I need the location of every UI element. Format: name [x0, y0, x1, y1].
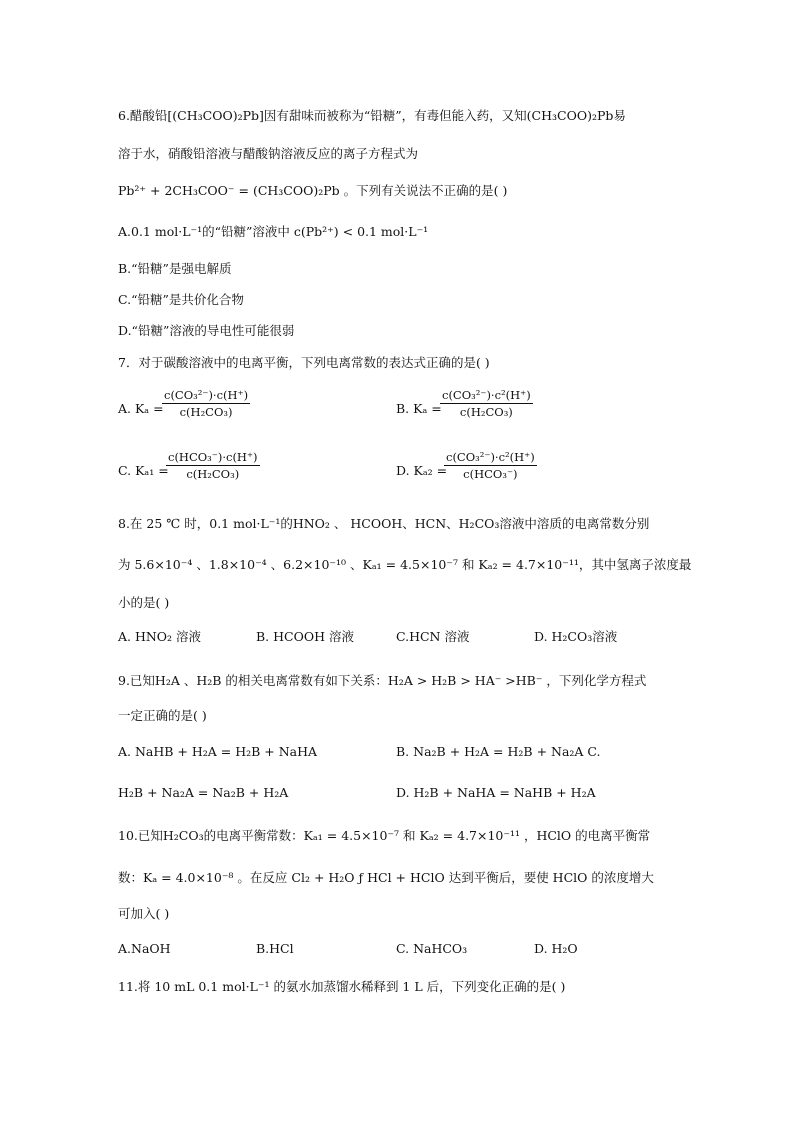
q7-option-d-numerator: c(CO₃²⁻)·c²(H⁺)	[446, 450, 535, 464]
q6-option-c: C.“铅糖”是共价化合物	[118, 292, 244, 307]
q9-stem-line2: 一定正确的是( )	[118, 708, 207, 723]
q7-option-a-lhs: A. Kₐ =	[118, 401, 164, 416]
q8-stem-line2: 为 5.6×10⁻⁴ 、1.8×10⁻⁴ 、6.2×10⁻¹⁰ 、Kₐ₁ = 4.5×10⁻⁷ 和 Kₐ₂ = 4.7×10⁻¹¹，其中氢离子浓度最	[118, 557, 692, 572]
q7-option-b-lhs: B. Kₐ =	[396, 401, 442, 416]
fraction-bar	[166, 465, 260, 466]
q10-option-b: B.HCl	[256, 941, 294, 956]
q7-option-d-lhs: D. Kₐ₂ =	[396, 463, 448, 478]
q7-option-a-fraction	[162, 388, 250, 419]
q7-option-c-fraction	[166, 450, 260, 481]
fraction-bar	[162, 403, 250, 404]
q9-option-c: H₂B + Na₂A = Na₂B + H₂A	[118, 785, 289, 800]
q8-option-d: D. H₂CO₃溶液	[534, 629, 618, 644]
q7-stem: 7．对于碳酸溶液中的电离平衡，下列电离常数的表达式正确的是( )	[118, 355, 490, 370]
fraction-bar	[440, 403, 533, 404]
q7-option-d-denominator: c(HCO₃⁻)	[463, 467, 518, 481]
q7-option-d-fraction	[444, 450, 537, 481]
q10-option-c: C. NaHCO₃	[396, 941, 468, 956]
q6-equation-line: Pb²⁺ + 2CH₃COO⁻ = (CH₃COO)₂Pb 。下列有关说法不正确的是( )	[118, 183, 508, 198]
q7-option-b-denominator: c(H₂CO₃)	[459, 405, 513, 419]
q6-option-b: B.“铅糖”是强电解质	[118, 261, 232, 276]
q10-stem-line2: 数：Kₐ = 4.0×10⁻⁸ 。在反应 Cl₂ + H₂O ƒ HCl + HClO 达到平衡后，要使 HClO 的浓度增大	[118, 870, 654, 885]
q10-option-a: A.NaOH	[118, 941, 171, 956]
q9-stem-line1: 9.已知H₂A 、H₂B 的相关电离常数有如下关系：H₂A > H₂B > HA⁻ >HB⁻ ，下列化学方程式	[118, 673, 647, 688]
q10-stem-line3: 可加入( )	[118, 906, 170, 921]
q7-option-c-numerator: c(HCO₃⁻)·c(H⁺)	[168, 450, 258, 464]
q8-option-a: A. HNO₂ 溶液	[118, 629, 202, 644]
q7-option-b-fraction	[440, 388, 533, 419]
q7-option-a-denominator: c(H₂CO₃)	[179, 405, 233, 419]
q8-stem-line3: 小的是( )	[118, 595, 170, 610]
q6-stem-line1: 6.醋酸铅[(CH₃COO)₂Pb]因有甜味而被称为“铅糖”，有毒但能入药，又知(CH₃COO)₂Pb易	[118, 108, 626, 123]
q8-option-c: C.HCN 溶液	[396, 629, 470, 644]
q6-option-d: D.“铅糖”溶液的导电性可能很弱	[118, 323, 295, 338]
fraction-bar	[444, 465, 537, 466]
q8-stem-line1: 8.在 25 ℃ 时，0.1 mol·L⁻¹的HNO₂ 、 HCOOH、HCN、H₂CO₃溶液中溶质的电离常数分别	[118, 516, 650, 531]
q8-option-b: B. HCOOH 溶液	[256, 629, 354, 644]
q7-option-a-numerator: c(CO₃²⁻)·c(H⁺)	[164, 388, 249, 402]
q9-option-d: D. H₂B + NaHA = NaHB + H₂A	[396, 785, 596, 800]
q6-option-a: A.0.1 mol·L⁻¹的“铅糖”溶液中 c(Pb²⁺) < 0.1 mol·L⁻¹	[118, 224, 429, 239]
q10-stem-line1: 10.已知H₂CO₃的电离平衡常数：Kₐ₁ = 4.5×10⁻⁷ 和 Kₐ₂ = 4.7×10⁻¹¹ ，HClO 的电离平衡常	[118, 828, 651, 843]
q7-option-c-denominator: c(H₂CO₃)	[186, 467, 240, 481]
q7-option-b-numerator: c(CO₃²⁻)·c²(H⁺)	[442, 388, 531, 402]
q9-option-b: B. Na₂B + H₂A = H₂B + Na₂A C.	[396, 744, 601, 759]
q11-stem-line1: 11.将 10 mL 0.1 mol·L⁻¹ 的氨水加蒸馏水稀释到 1 L 后，下列变化正确的是( )	[118, 979, 566, 994]
q9-option-a: A. NaHB + H₂A = H₂B + NaHA	[118, 744, 318, 759]
q7-option-c-lhs: C. Kₐ₁ =	[118, 463, 169, 478]
q10-option-d: D. H₂O	[534, 941, 578, 956]
q6-stem-line2: 溶于水，硝酸铅溶液与醋酸钠溶液反应的离子方程式为	[118, 146, 419, 161]
